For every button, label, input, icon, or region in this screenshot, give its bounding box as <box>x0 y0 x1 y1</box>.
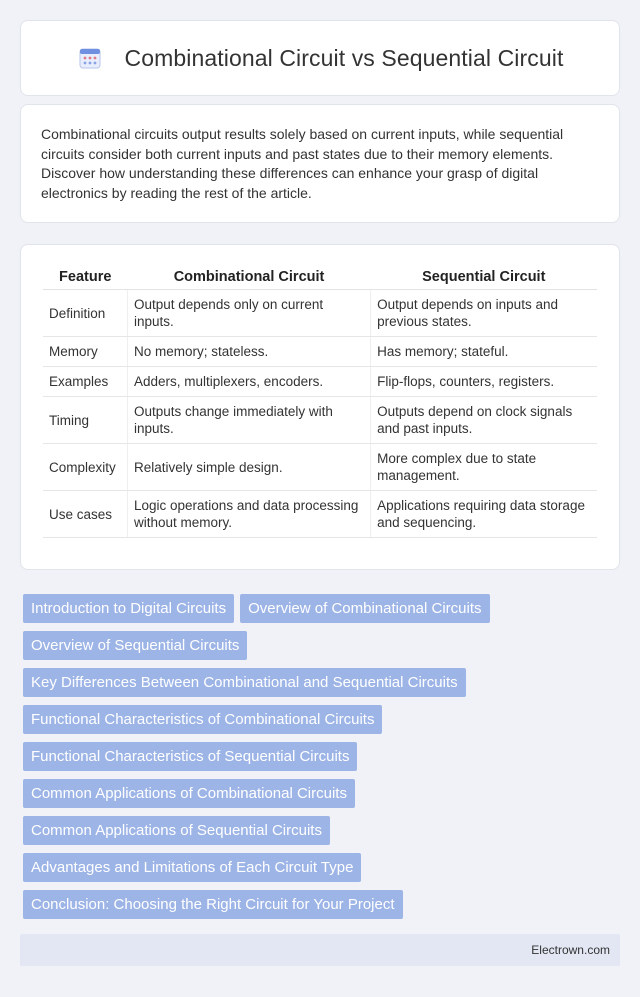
topic-link-applications-sequential[interactable]: Common Applications of Sequential Circuits <box>23 816 330 845</box>
topic-link-conclusion[interactable]: Conclusion: Choosing the Right Circuit for Your Project <box>23 890 403 919</box>
table-cell: Adders, multiplexers, encoders. <box>128 367 371 397</box>
topic-link-functional-combinational[interactable]: Functional Characteristics of Combinational Circuits <box>23 705 382 734</box>
table-cell: Outputs change immediately with inputs. <box>128 397 371 444</box>
column-header: Combinational Circuit <box>128 265 371 290</box>
table-row <box>43 367 597 397</box>
table-cell: Outputs depend on clock signals and past inputs. <box>371 397 597 444</box>
comparison-table-card <box>20 244 620 570</box>
topic-link-applications-combinational[interactable]: Common Applications of Combinational Circuits <box>23 779 355 808</box>
table-cell: Definition <box>43 290 128 337</box>
intro-card <box>20 104 620 223</box>
table-cell: Flip-flops, counters, registers. <box>371 367 597 397</box>
table-row <box>43 290 597 337</box>
table-row <box>43 444 597 491</box>
topic-links <box>23 594 623 927</box>
page-title: Combinational Circuit vs Sequential Circuit <box>124 44 564 71</box>
topic-link-functional-sequential[interactable]: Functional Characteristics of Sequential Circuits <box>23 742 357 771</box>
page-header <box>20 20 620 96</box>
table-cell: More complex due to state management. <box>371 444 597 491</box>
topic-link-introduction[interactable]: Introduction to Digital Circuits <box>23 594 234 623</box>
table-row <box>43 337 597 367</box>
topic-link-overview-combinational[interactable]: Overview of Combinational Circuits <box>240 594 489 623</box>
table-cell: Examples <box>43 367 128 397</box>
column-header: Sequential Circuit <box>371 265 597 290</box>
comparison-table <box>43 265 597 538</box>
calendar-grid-icon <box>77 45 103 71</box>
table-cell: Has memory; stateful. <box>371 337 597 367</box>
table-cell: Timing <box>43 397 128 444</box>
topic-link-advantages-limitations[interactable]: Advantages and Limitations of Each Circuit Type <box>23 853 361 882</box>
table-cell: Relatively simple design. <box>128 444 371 491</box>
table-cell: No memory; stateless. <box>128 337 371 367</box>
column-header: Feature <box>43 265 128 290</box>
table-cell: Applications requiring data storage and sequencing. <box>371 491 597 538</box>
table-header-row <box>43 265 597 290</box>
table-cell: Logic operations and data processing without memory. <box>128 491 371 538</box>
table-cell: Output depends on inputs and previous states. <box>371 290 597 337</box>
table-cell: Output depends only on current inputs. <box>128 290 371 337</box>
footer <box>20 934 620 966</box>
table-cell: Use cases <box>43 491 128 538</box>
table-row <box>43 491 597 538</box>
intro-text: Combinational circuits output results solely based on current inputs, while sequential circuits consider both current inputs and past states due to their memory elements. Discover how understanding these differences can enhance your grasp of digital electronics by reading the rest of the article. <box>41 126 564 201</box>
table-cell: Memory <box>43 337 128 367</box>
topic-link-overview-sequential[interactable]: Overview of Sequential Circuits <box>23 631 247 660</box>
table-cell: Complexity <box>43 444 128 491</box>
topic-link-key-differences[interactable]: Key Differences Between Combinational and Sequential Circuits <box>23 668 466 697</box>
footer-site-link[interactable]: Electrown.com <box>531 943 610 957</box>
table-row <box>43 397 597 444</box>
